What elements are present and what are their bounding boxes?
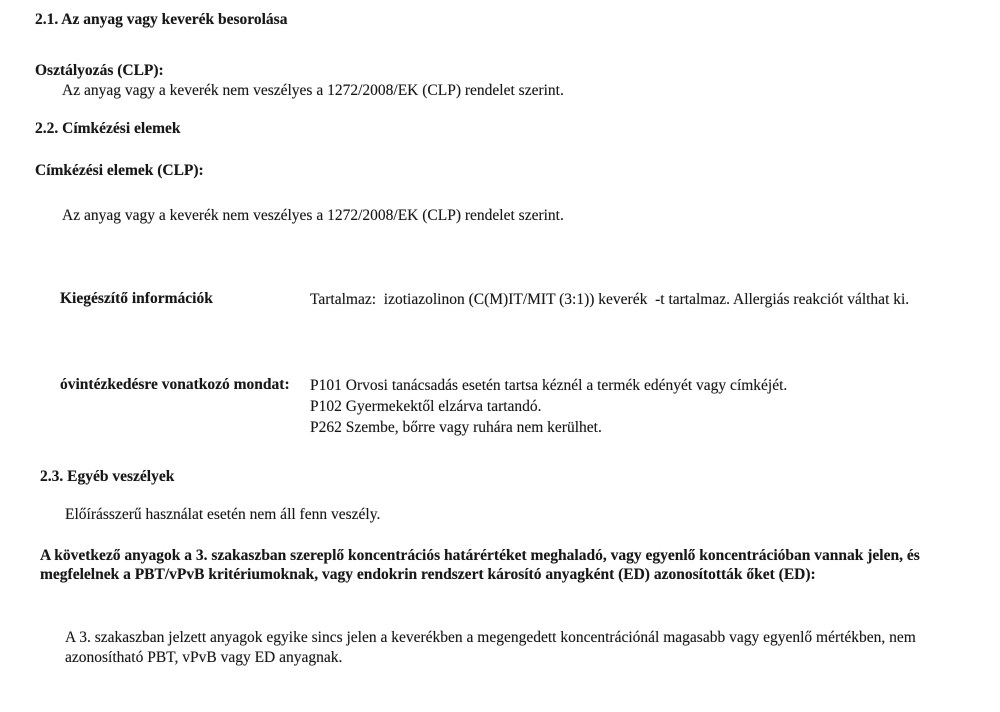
precautionary-statement-p101: P101 Orvosi tanácsadás esetén tartsa kéznél a termék edényét vagy címkéjét.	[310, 377, 788, 394]
labelling-clp-text: Az anyag vagy a keverék nem veszélyes a 1272/2008/EK (CLP) rendelet szerint.	[62, 207, 564, 224]
precautionary-statement-list	[310, 375, 970, 438]
precautionary-statement-label: óvintézkedésre vonatkozó mondat:	[60, 376, 290, 393]
classification-clp-text: Az anyag vagy a keverék nem veszélyes a 1272/2008/EK (CLP) rendelet szerint.	[62, 82, 564, 99]
pbt-vpvb-ed-text: A 3. szakaszban jelzett anyagok egyike sincs jelen a keverékben a megengedett koncentrációnál magasabb vagy egyenlő mértékben, nem azonosítható PBT, vPvB vagy ED anyagnak.	[65, 629, 916, 666]
section-2-1-heading: 2.1. Az anyag vagy keverék besorolása	[35, 11, 288, 28]
classification-clp-label: Osztályozás (CLP):	[35, 62, 164, 79]
supplemental-info-label: Kiegészítő információk	[60, 290, 213, 307]
section-2-3-heading: 2.3. Egyéb veszélyek	[40, 468, 175, 485]
pbt-vpvb-ed-heading: A következő anyagok a 3. szakaszban szereplő koncentrációs határértéket meghaladó, vagy egyenlő koncentrációban vannak jelen, és megfelelnek a PBT/vPvB kritériumoknak, vagy endokrin rendszert károsító anyagként (ED) azonosították őket (ED):	[40, 547, 920, 583]
supplemental-info-text: Tartalmaz: izotiazolinon (C(M)IT/MIT (3:1)) keverék -t tartalmaz. Allergiás reakciót válthat ki.	[310, 291, 910, 308]
normal-use-text: Előírásszerű használat esetén nem áll fenn veszély.	[65, 506, 381, 523]
section-2-2-heading: 2.2. Címkézési elemek	[35, 120, 181, 137]
labelling-clp-label: Címkézési elemek (CLP):	[35, 162, 204, 179]
precautionary-statement-p102: P102 Gyermekektől elzárva tartandó.	[310, 398, 542, 415]
precautionary-statement-p262: P262 Szembe, bőrre vagy ruhára nem kerülhet.	[310, 419, 602, 436]
